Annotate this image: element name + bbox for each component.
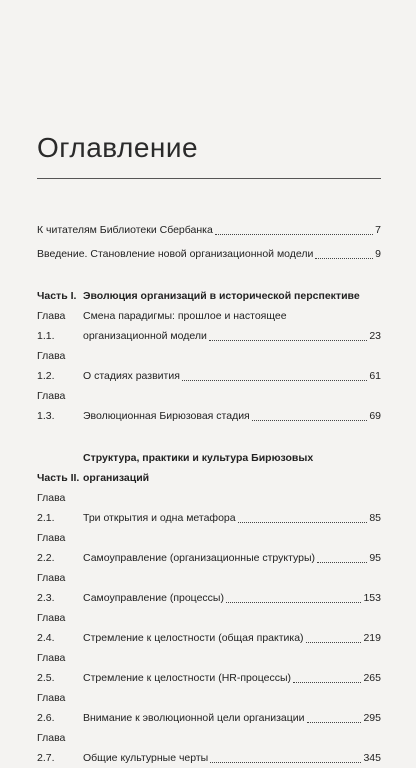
- toc-page-number: 23: [369, 330, 381, 342]
- toc-page-number: 7: [375, 224, 381, 236]
- leader-dots: [252, 420, 368, 421]
- leader-dots: [182, 380, 367, 381]
- toc-chapter-2-5[interactable]: [37, 648, 381, 688]
- part-title: Структура, практики и культура Бирюзовых организаций: [83, 452, 314, 484]
- toc-page-number: 61: [369, 370, 381, 382]
- toc-entry-introduction[interactable]: [37, 244, 381, 264]
- chapter-title: Общие культурные черты: [83, 752, 209, 764]
- toc-chapter-2-3[interactable]: [37, 568, 381, 608]
- part-label: Часть I.: [37, 290, 77, 302]
- chapter-title-line-1: Смена парадигмы: прошлое и настоящее: [83, 310, 287, 322]
- toc-page-number: 95: [369, 552, 381, 564]
- toc-entry-text: К читателям Библиотеки Сбербанка: [37, 224, 213, 236]
- page-title: Оглавление: [37, 132, 199, 163]
- chapter-label: Глава 1.2.: [37, 350, 66, 382]
- toc-page-number: 85: [369, 512, 381, 524]
- toc-entry-text: Введение. Становление новой организационной модели: [37, 248, 314, 260]
- chapter-title: Три открытия и одна метафора: [83, 512, 236, 524]
- leader-dots: [238, 522, 368, 523]
- toc-entry-intro-readers[interactable]: [37, 220, 381, 240]
- toc-chapter-2-2[interactable]: [37, 528, 381, 568]
- chapter-label: Глава 2.3.: [37, 572, 66, 604]
- toc-part-1[interactable]: [37, 286, 381, 306]
- toc-chapter-2-6[interactable]: [37, 688, 381, 728]
- leader-dots: [209, 340, 368, 341]
- chapter-label: Глава 2.7.: [37, 732, 66, 764]
- toc-chapter-2-1[interactable]: [37, 488, 381, 528]
- toc-page-number: 219: [363, 632, 381, 644]
- leader-dots: [306, 642, 362, 643]
- leader-dots: [317, 562, 367, 563]
- chapter-label: Глава 1.1.: [37, 310, 66, 342]
- chapter-title: Внимание к эволюционной цели организации: [83, 712, 305, 724]
- part-title: Эволюция организаций в исторической перспективе: [83, 290, 360, 302]
- leader-dots: [226, 602, 362, 603]
- chapter-label: Глава 2.5.: [37, 652, 66, 684]
- chapter-title: Эволюционная Бирюзовая стадия: [83, 410, 250, 422]
- title-divider: [37, 178, 381, 179]
- table-of-contents: [37, 220, 381, 768]
- leader-dots: [215, 234, 373, 235]
- chapter-title: Стремление к целостности (HR-процессы): [83, 672, 292, 684]
- chapter-label: Глава 2.6.: [37, 692, 66, 724]
- chapter-title: Самоуправление (процессы): [83, 592, 224, 604]
- part-label: Часть II.: [37, 472, 80, 484]
- chapter-label: Глава 2.4.: [37, 612, 66, 644]
- toc-page-number: 345: [363, 752, 381, 764]
- toc-page-number: 295: [363, 712, 381, 724]
- toc-page-number: 9: [375, 248, 381, 260]
- toc-chapter-1-2[interactable]: [37, 346, 381, 386]
- toc-chapter-1-1[interactable]: [37, 306, 381, 346]
- toc-part-2[interactable]: [37, 448, 381, 488]
- toc-chapter-2-7[interactable]: [37, 728, 381, 768]
- chapter-label: Глава 2.1.: [37, 492, 66, 524]
- toc-page-number: 265: [363, 672, 381, 684]
- leader-dots: [315, 258, 373, 259]
- chapter-title: О стадиях развития: [83, 370, 180, 382]
- toc-chapter-2-4[interactable]: [37, 608, 381, 648]
- chapter-label: Глава 2.2.: [37, 532, 66, 564]
- toc-chapter-1-3[interactable]: [37, 386, 381, 426]
- chapter-title: Стремление к целостности (общая практика): [83, 632, 304, 644]
- toc-page-number: 69: [369, 410, 381, 422]
- chapter-title: Самоуправление (организационные структуры): [83, 552, 316, 564]
- leader-dots: [307, 722, 362, 723]
- chapter-title-line-2: организационной модели: [83, 330, 207, 342]
- chapter-label: Глава 1.3.: [37, 390, 66, 422]
- leader-dots: [293, 682, 361, 683]
- toc-page-number: 153: [363, 592, 381, 604]
- leader-dots: [210, 762, 361, 763]
